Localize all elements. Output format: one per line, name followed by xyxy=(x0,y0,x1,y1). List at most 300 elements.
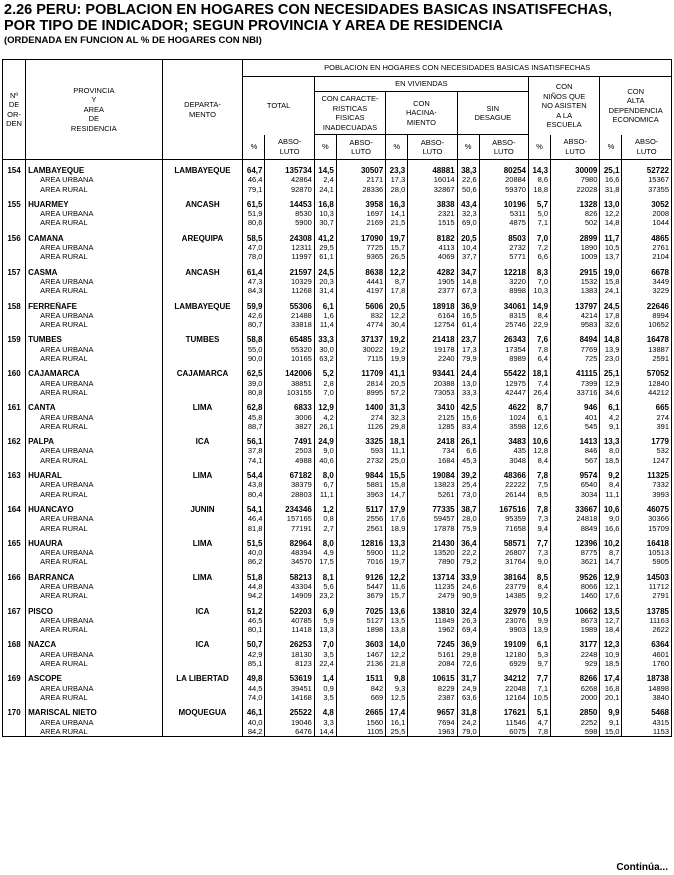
pct-value: 17,6 xyxy=(600,591,622,600)
abs-value: 3679 xyxy=(336,591,385,600)
abs-value: 14385 xyxy=(479,591,528,600)
abs-value: 1890 xyxy=(551,243,600,252)
abs-value: 24818 xyxy=(551,514,600,523)
pct-value: 79,2 xyxy=(457,557,479,566)
pct-value: 14,8 xyxy=(600,335,622,344)
pct-value: 49,8 xyxy=(243,674,265,683)
abs-value: 7332 xyxy=(622,480,672,489)
departamento-name: LA LIBERTAD xyxy=(162,674,243,683)
header-pct: % xyxy=(600,135,622,160)
pct-value: 16,6 xyxy=(600,524,622,533)
header-dependencia xyxy=(600,77,672,135)
provincia-name: CANTA xyxy=(26,403,162,412)
header-provincia xyxy=(26,60,162,160)
pct-value: 13,5 xyxy=(386,616,408,625)
abs-value: 4315 xyxy=(622,718,672,727)
abs-value: 21418 xyxy=(408,335,457,344)
table-subrow xyxy=(3,693,672,702)
abs-value: 10196 xyxy=(479,200,528,209)
abs-value: 929 xyxy=(551,659,600,668)
abs-value: 2084 xyxy=(408,659,457,668)
row-number xyxy=(3,456,26,465)
pct-value: 9,0 xyxy=(600,514,622,523)
abs-value: 80254 xyxy=(479,166,528,175)
abs-value: 21430 xyxy=(408,539,457,548)
pct-value: 79,9 xyxy=(457,354,479,363)
table-row xyxy=(3,573,672,582)
pct-value: 16,8 xyxy=(600,684,622,693)
pct-value: 15,6 xyxy=(457,413,479,422)
pct-value: 7,3 xyxy=(528,548,550,557)
area-label: AREA URBANA xyxy=(26,480,162,489)
abs-value: 391 xyxy=(622,422,672,431)
header-line: HACINA- xyxy=(405,108,437,118)
pct-value: 1,2 xyxy=(314,505,336,514)
pct-value: 6,1 xyxy=(600,403,622,412)
abs-value: 2556 xyxy=(336,514,385,523)
departamento-name xyxy=(162,218,243,227)
pct-value: 84,2 xyxy=(243,727,265,737)
pct-value: 23,3 xyxy=(386,166,408,175)
row-number xyxy=(3,175,26,184)
abs-value: 3220 xyxy=(479,277,528,286)
abs-value: 435 xyxy=(479,446,528,455)
departamento-name xyxy=(162,413,243,422)
table-row xyxy=(3,234,672,243)
abs-value: 48394 xyxy=(265,548,314,557)
pct-value: 94,2 xyxy=(243,591,265,600)
page-subtitle: (ORDENADA EN FUNCION AL % DE HOGARES CON NBI) xyxy=(4,35,262,46)
abs-value: 9126 xyxy=(336,573,385,582)
table-subrow xyxy=(3,252,672,261)
abs-value: 2814 xyxy=(336,379,385,388)
departamento-name xyxy=(162,243,243,252)
abs-value: 734 xyxy=(408,446,457,455)
area-label: AREA URBANA xyxy=(26,345,162,354)
table-subrow xyxy=(3,354,672,363)
pct-value: 16,3 xyxy=(386,200,408,209)
abs-value: 38379 xyxy=(265,480,314,489)
table-row xyxy=(3,539,672,548)
departamento-name: LAMBAYEQUE xyxy=(162,166,243,175)
abs-value: 8673 xyxy=(551,616,600,625)
table-subrow xyxy=(3,209,672,218)
abs-value: 13797 xyxy=(551,302,600,311)
abs-value: 11268 xyxy=(265,286,314,295)
abs-value: 6476 xyxy=(265,727,314,737)
pct-value: 42,5 xyxy=(457,403,479,412)
pct-value: 12,2 xyxy=(386,650,408,659)
header-line: OR- xyxy=(7,109,21,119)
table-subrow xyxy=(3,422,672,431)
departamento-name xyxy=(162,727,243,737)
pct-value: 24,1 xyxy=(314,185,336,194)
abs-value: 4113 xyxy=(408,243,457,252)
abs-value: 1779 xyxy=(622,437,672,446)
abs-value: 33667 xyxy=(551,505,600,514)
abs-value: 18918 xyxy=(408,302,457,311)
abs-value: 8994 xyxy=(622,311,672,320)
abs-value: 44212 xyxy=(622,388,672,397)
abs-value: 5311 xyxy=(479,209,528,218)
pct-value: 55,0 xyxy=(243,345,265,354)
abs-value: 598 xyxy=(551,727,600,737)
header-line: SIN xyxy=(486,103,500,113)
pct-value: 13,3 xyxy=(314,625,336,634)
pct-value: 20,3 xyxy=(314,277,336,286)
abs-value: 28336 xyxy=(336,185,385,194)
departamento-name xyxy=(162,625,243,634)
departamento-name xyxy=(162,480,243,489)
pct-value: 8,3 xyxy=(528,268,550,277)
abs-value: 8989 xyxy=(479,354,528,363)
abs-value: 4214 xyxy=(551,311,600,320)
row-number xyxy=(3,727,26,737)
pct-value: 45,3 xyxy=(457,456,479,465)
abs-value: 8503 xyxy=(479,234,528,243)
pct-value: 5,7 xyxy=(528,200,550,209)
pct-value: 54,4 xyxy=(243,471,265,480)
row-number xyxy=(3,650,26,659)
pct-value: 34,6 xyxy=(600,388,622,397)
pct-value: 20,5 xyxy=(386,302,408,311)
pct-value: 33,3 xyxy=(457,388,479,397)
pct-value: 11,4 xyxy=(314,320,336,329)
departamento-name: LIMA xyxy=(162,403,243,412)
pct-value: 32,3 xyxy=(386,413,408,422)
abs-value: 6833 xyxy=(265,403,314,412)
continues-label: Continúa... xyxy=(616,862,668,873)
pct-value: 10,6 xyxy=(528,437,550,446)
abs-value: 1285 xyxy=(408,422,457,431)
abs-value: 20884 xyxy=(479,175,528,184)
row-number: 167 xyxy=(3,607,26,616)
pct-value: 14,7 xyxy=(386,490,408,499)
table-subrow xyxy=(3,311,672,320)
pct-value: 30,7 xyxy=(314,218,336,227)
pct-value: 6,7 xyxy=(314,480,336,489)
departamento-name: TUMBES xyxy=(162,335,243,344)
pct-value: 30,0 xyxy=(314,345,336,354)
abs-value: 2169 xyxy=(336,218,385,227)
abs-value: 55306 xyxy=(265,302,314,311)
table-row xyxy=(3,437,672,446)
pct-value: 64,7 xyxy=(243,166,265,175)
abs-value: 12975 xyxy=(479,379,528,388)
abs-value: 6364 xyxy=(622,640,672,649)
pct-value: 19,2 xyxy=(386,335,408,344)
abs-value: 33818 xyxy=(265,320,314,329)
pct-value: 56,1 xyxy=(243,437,265,446)
abs-value: 9365 xyxy=(336,252,385,261)
pct-value: 79,0 xyxy=(457,727,479,737)
abs-value: 1024 xyxy=(479,413,528,422)
pct-value: 7,0 xyxy=(528,234,550,243)
pct-value: 13,0 xyxy=(600,200,622,209)
pct-value: 18,8 xyxy=(528,185,550,194)
abs-value: 3177 xyxy=(551,640,600,649)
abs-value: 8494 xyxy=(551,335,600,344)
abs-value: 2125 xyxy=(408,413,457,422)
table-body xyxy=(3,160,672,737)
abs-value: 20388 xyxy=(408,379,457,388)
abs-value: 1400 xyxy=(336,403,385,412)
area-label: AREA URBANA xyxy=(26,548,162,557)
row-number xyxy=(3,557,26,566)
row-number xyxy=(3,591,26,600)
pct-value: 10,9 xyxy=(600,650,622,659)
abs-value: 832 xyxy=(336,311,385,320)
pct-value: 88,7 xyxy=(243,422,265,431)
pct-value: 37,8 xyxy=(243,446,265,455)
header-pct: % xyxy=(314,135,336,160)
pct-value: 24,4 xyxy=(457,369,479,378)
abs-value: 24308 xyxy=(265,234,314,243)
abs-value: 42864 xyxy=(265,175,314,184)
pct-value: 7,2 xyxy=(528,243,550,252)
pct-value: 1,4 xyxy=(314,674,336,683)
pct-value: 12,9 xyxy=(600,573,622,582)
pct-value: 9,0 xyxy=(314,446,336,455)
abs-value: 19109 xyxy=(479,640,528,649)
table-subrow xyxy=(3,480,672,489)
abs-value: 5905 xyxy=(622,557,672,566)
abs-value: 9903 xyxy=(479,625,528,634)
abs-value: 11235 xyxy=(408,582,457,591)
pct-value: 7,4 xyxy=(528,379,550,388)
area-label: AREA RURAL xyxy=(26,693,162,702)
abs-value: 1532 xyxy=(551,277,600,286)
abs-value: 1515 xyxy=(408,218,457,227)
abs-value: 18738 xyxy=(622,674,672,683)
abs-value: 2248 xyxy=(551,650,600,659)
header-line: ECONOMICA xyxy=(612,115,659,125)
abs-value: 10662 xyxy=(551,607,600,616)
abs-value: 19178 xyxy=(408,345,457,354)
pct-value: 19,7 xyxy=(386,234,408,243)
abs-value: 2503 xyxy=(265,446,314,455)
pct-value: 11,1 xyxy=(386,446,408,455)
pct-value: 31,4 xyxy=(314,286,336,295)
pct-value: 8,0 xyxy=(314,539,336,548)
abs-value: 95359 xyxy=(479,514,528,523)
abs-value: 13823 xyxy=(408,480,457,489)
pct-value: 36,9 xyxy=(457,302,479,311)
pct-value: 15,8 xyxy=(386,480,408,489)
abs-value: 48881 xyxy=(408,166,457,175)
departamento-name: AREQUIPA xyxy=(162,234,243,243)
table-subrow xyxy=(3,727,672,737)
area-label: AREA URBANA xyxy=(26,209,162,218)
table-row xyxy=(3,471,672,480)
abs-value: 7980 xyxy=(551,175,600,184)
pct-value: 10,5 xyxy=(600,243,622,252)
header-line: DE xyxy=(88,114,100,124)
pct-value: 21,8 xyxy=(386,659,408,668)
row-number: 155 xyxy=(3,200,26,209)
abs-value: 1963 xyxy=(408,727,457,737)
abs-value: 3325 xyxy=(336,437,385,446)
pct-value: 7,0 xyxy=(528,277,550,286)
abs-value: 8530 xyxy=(265,209,314,218)
abs-value: 274 xyxy=(622,413,672,422)
row-number: 154 xyxy=(3,166,26,175)
pct-value: 84,3 xyxy=(243,286,265,295)
provincia-name: BARRANCA xyxy=(26,573,162,582)
pct-value: 5,0 xyxy=(528,209,550,218)
pct-value: 5,3 xyxy=(528,650,550,659)
abs-value: 15367 xyxy=(622,175,672,184)
header-line: ALTA xyxy=(626,96,645,106)
pct-value: 10,6 xyxy=(600,505,622,514)
pct-value: 4,8 xyxy=(314,708,336,717)
abs-value: 2732 xyxy=(336,456,385,465)
pct-value: 32,6 xyxy=(600,320,622,329)
pct-value: 16,1 xyxy=(386,718,408,727)
header-abs: ABSO- LUTO xyxy=(336,135,385,160)
row-number: 164 xyxy=(3,505,26,514)
abs-value: 1126 xyxy=(336,422,385,431)
abs-value: 2665 xyxy=(336,708,385,717)
pct-value: 14,5 xyxy=(314,166,336,175)
pct-value: 7,8 xyxy=(528,727,550,737)
abs-value: 12164 xyxy=(479,693,528,702)
abs-value: 13520 xyxy=(408,548,457,557)
departamento-name xyxy=(162,320,243,329)
row-number: 163 xyxy=(3,471,26,480)
abs-value: 23076 xyxy=(479,616,528,625)
abs-value: 1697 xyxy=(336,209,385,218)
pct-value: 7,8 xyxy=(528,345,550,354)
abs-value: 9583 xyxy=(551,320,600,329)
row-number xyxy=(3,320,26,329)
row-number xyxy=(3,625,26,634)
header-abs: ABSO- LUTO xyxy=(265,135,314,160)
pct-value: 63,2 xyxy=(314,354,336,363)
page-title: 2.26 PERU: POBLACION EN HOGARES CON NECESIDADES BASICAS INSATISFECHAS, xyxy=(4,2,613,18)
pct-value: 15,7 xyxy=(386,243,408,252)
pct-value: 11,1 xyxy=(600,490,622,499)
abs-value: 7399 xyxy=(551,379,600,388)
pct-value: 10,3 xyxy=(314,209,336,218)
abs-value: 82964 xyxy=(265,539,314,548)
abs-value: 55320 xyxy=(265,345,314,354)
area-label: AREA RURAL xyxy=(26,218,162,227)
abs-value: 5771 xyxy=(479,252,528,261)
row-number xyxy=(3,243,26,252)
row-number xyxy=(3,524,26,533)
abs-value: 2915 xyxy=(551,268,600,277)
pct-value: 69,4 xyxy=(457,625,479,634)
pct-value: 17,8 xyxy=(600,311,622,320)
pct-value: 5,1 xyxy=(528,708,550,717)
abs-value: 30009 xyxy=(551,166,600,175)
abs-value: 25746 xyxy=(479,320,528,329)
pct-value: 38,3 xyxy=(457,166,479,175)
pct-value: 5,2 xyxy=(314,369,336,378)
departamento-name xyxy=(162,548,243,557)
pct-value: 46,1 xyxy=(243,708,265,717)
abs-value: 41115 xyxy=(551,369,600,378)
pct-value: 20,5 xyxy=(457,234,479,243)
pct-value: 18,1 xyxy=(528,369,550,378)
abs-value: 4197 xyxy=(336,286,385,295)
area-label: AREA RURAL xyxy=(26,490,162,499)
pct-value: 54,1 xyxy=(243,505,265,514)
pct-value: 29,8 xyxy=(457,650,479,659)
departamento-name xyxy=(162,591,243,600)
pct-value: 44,8 xyxy=(243,582,265,591)
provincia-name: HUANCAYO xyxy=(26,505,162,514)
abs-value: 1328 xyxy=(551,200,600,209)
pct-value: 16,5 xyxy=(457,311,479,320)
header-line: PROVINCIA xyxy=(73,85,115,95)
pct-value: 46,5 xyxy=(243,616,265,625)
table-subrow xyxy=(3,320,672,329)
pct-value: 12,2 xyxy=(600,209,622,218)
abs-value: 1511 xyxy=(336,674,385,683)
table-subrow xyxy=(3,625,672,634)
table-subrow xyxy=(3,557,672,566)
table-row xyxy=(3,505,672,514)
pct-value: 26,3 xyxy=(457,616,479,625)
departamento-name xyxy=(162,175,243,184)
pct-value: 13,5 xyxy=(600,607,622,616)
row-number xyxy=(3,379,26,388)
pct-value: 90,9 xyxy=(457,591,479,600)
pct-value: 7,1 xyxy=(528,218,550,227)
provincia-name: FERREÑAFE xyxy=(26,302,162,311)
departamento-name: ANCASH xyxy=(162,268,243,277)
header-pct: % xyxy=(386,135,408,160)
pct-value: 6,1 xyxy=(528,413,550,422)
table-subrow xyxy=(3,277,672,286)
pct-value: 24,5 xyxy=(600,302,622,311)
pct-value: 7,8 xyxy=(528,471,550,480)
row-number: 165 xyxy=(3,539,26,548)
abs-value: 3598 xyxy=(479,422,528,431)
pct-value: 10,5 xyxy=(528,607,550,616)
abs-value: 2136 xyxy=(336,659,385,668)
pct-value: 72,6 xyxy=(457,659,479,668)
pct-value: 14,8 xyxy=(600,218,622,227)
pct-value: 7,7 xyxy=(528,539,550,548)
pct-value: 8,4 xyxy=(528,456,550,465)
abs-value: 33716 xyxy=(551,388,600,397)
header-pct: % xyxy=(243,135,265,160)
pct-value: 32,4 xyxy=(457,607,479,616)
row-number: 157 xyxy=(3,268,26,277)
pct-value: 50,6 xyxy=(457,185,479,194)
pct-value: 7,5 xyxy=(528,480,550,489)
abs-value: 52203 xyxy=(265,607,314,616)
abs-value: 5447 xyxy=(336,582,385,591)
provincia-name: CASMA xyxy=(26,268,162,277)
pct-value: 13,9 xyxy=(528,625,550,634)
header-line: DESAGUE xyxy=(474,113,512,122)
pct-value: 80,1 xyxy=(243,625,265,634)
provincia-name: PALPA xyxy=(26,437,162,446)
pct-value: 24,1 xyxy=(600,286,622,295)
abs-value: 6164 xyxy=(408,311,457,320)
header-line: DEPENDENCIA xyxy=(608,105,663,115)
pct-value: 24,6 xyxy=(457,582,479,591)
abs-value: 43304 xyxy=(265,582,314,591)
abs-value: 4601 xyxy=(622,650,672,659)
abs-value: 665 xyxy=(622,403,672,412)
header-departamento xyxy=(162,60,243,160)
abs-value: 4875 xyxy=(479,218,528,227)
